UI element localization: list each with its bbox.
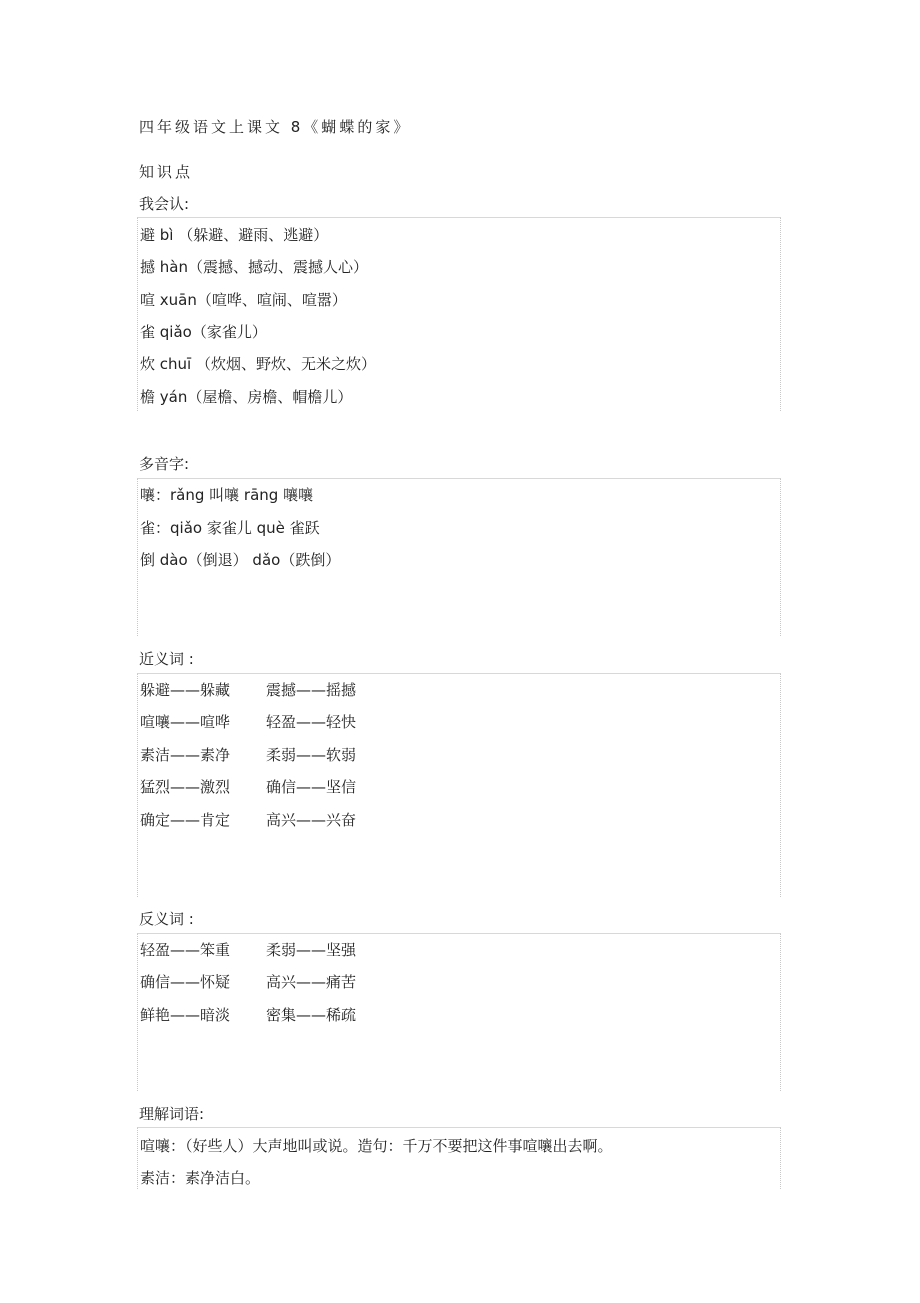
recognize-row: 炊 chuī （炊烟、野炊、无米之炊） — [140, 355, 376, 373]
recognize-row: 避 bì （躲避、避雨、逃避） — [140, 226, 329, 244]
polyphone-row: 嚷：rǎng 叫嚷 rāng 嚷嚷 — [140, 486, 314, 504]
synonym-row — [140, 777, 357, 797]
recognize-row: 雀 qiǎo（家雀儿） — [140, 323, 267, 341]
synonym-pair: 喧嚷——喧哗 — [140, 713, 231, 731]
antonym-pair: 柔弱——坚强 — [266, 941, 357, 959]
section-label-knowledge: 知识点 — [139, 163, 194, 181]
antonym-pair: 确信——怀疑 — [140, 973, 231, 991]
recognize-row: 檐 yán（屋檐、房檐、帽檐儿） — [140, 388, 353, 406]
polyphone-row: 倒 dào（倒退） dǎo（跌倒） — [140, 551, 341, 569]
antonym-row — [140, 972, 357, 992]
synonym-pair: 确信——坚信 — [266, 778, 357, 796]
understand-row: 素洁：素净洁白。 — [140, 1169, 261, 1187]
synonym-pair: 猛烈——激烈 — [140, 778, 231, 796]
synonyms-box — [137, 673, 781, 897]
antonym-row — [140, 940, 357, 960]
document-title: 四年级语文上课文 8《蝴蝶的家》 — [139, 118, 412, 136]
heading-polyphone: 多音字: — [139, 455, 190, 473]
heading-synonyms: 近义词 : — [139, 650, 194, 668]
heading-understand: 理解词语: — [139, 1105, 205, 1123]
synonym-pair: 高兴——兴奋 — [266, 811, 357, 829]
recognize-row: 撼 hàn（震撼、撼动、震撼人心） — [140, 258, 368, 276]
synonym-pair: 轻盈——轻快 — [266, 713, 357, 731]
recognize-row: 喧 xuān（喧哗、喧闹、喧嚣） — [140, 291, 347, 309]
antonym-pair: 鲜艳——暗淡 — [140, 1006, 231, 1024]
antonym-row — [140, 1005, 357, 1025]
heading-recognize: 我会认: — [139, 195, 190, 213]
understand-box — [137, 1127, 781, 1189]
antonyms-box — [137, 933, 781, 1091]
synonym-row — [140, 680, 357, 700]
understand-row: 喧嚷：（好些人）大声地叫或说。造句：千万不要把这件事喧嚷出去啊。 — [140, 1137, 613, 1155]
synonym-pair: 震撼——摇撼 — [266, 681, 357, 699]
polyphone-row: 雀：qiǎo 家雀儿 què 雀跃 — [140, 519, 320, 537]
antonym-pair: 密集——稀疏 — [266, 1006, 357, 1024]
antonym-pair: 轻盈——笨重 — [140, 941, 231, 959]
synonym-pair: 确定——肯定 — [140, 811, 231, 829]
synonym-pair: 素洁——素净 — [140, 746, 231, 764]
synonym-row — [140, 712, 357, 732]
synonym-pair: 柔弱——软弱 — [266, 746, 357, 764]
polyphone-box — [137, 478, 781, 636]
antonym-pair: 高兴——痛苦 — [266, 973, 357, 991]
synonym-row — [140, 745, 357, 765]
recognize-box — [137, 217, 781, 411]
synonym-row — [140, 810, 357, 830]
heading-antonyms: 反义词 : — [139, 910, 194, 928]
synonym-pair: 躲避——躲藏 — [140, 681, 231, 699]
